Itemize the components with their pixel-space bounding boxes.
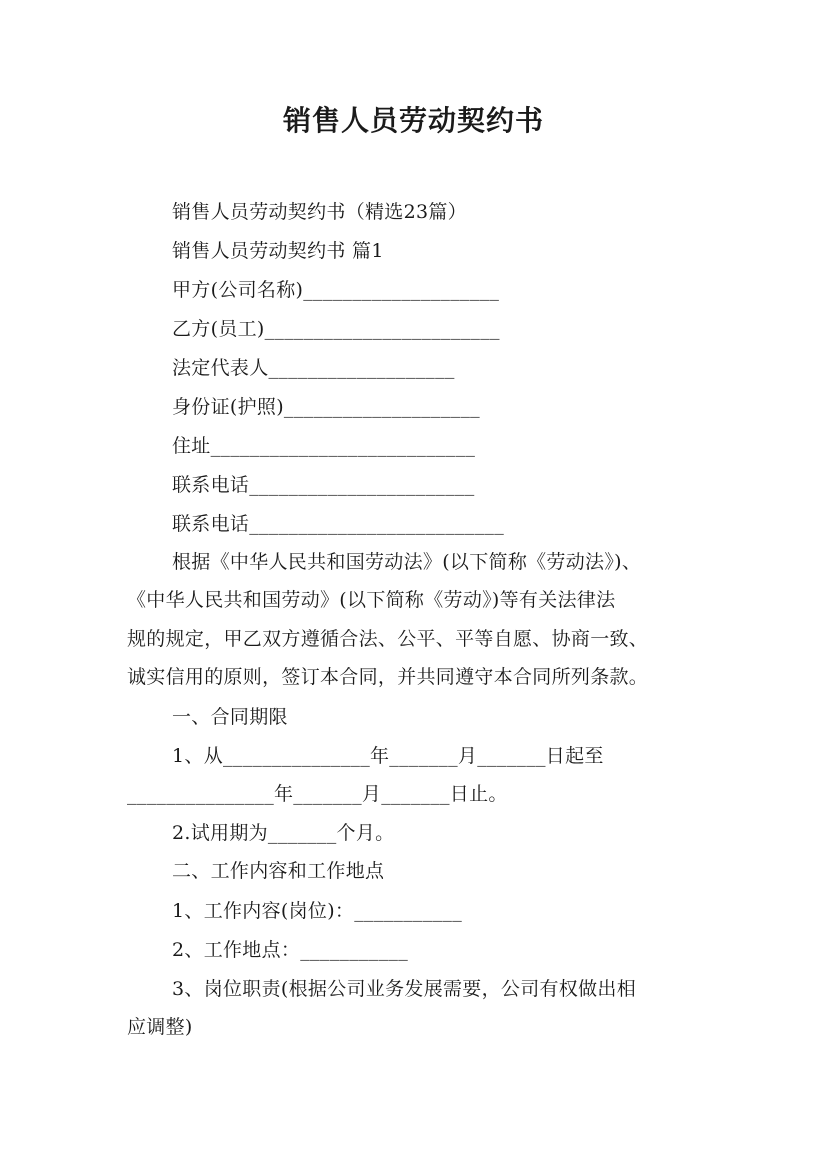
term-end-line: _______________年_______月_______日止。 <box>127 783 508 805</box>
job-position-line: 1、工作内容(岗位)：___________ <box>172 900 463 922</box>
phone-field-1: 联系电话_______________________ <box>172 474 475 496</box>
address-field: 住址___________________________ <box>172 435 476 457</box>
party-b-field: 乙方(员工)________________________ <box>172 318 500 340</box>
subtitle-line: 销售人员劳动契约书（精选23篇） <box>172 201 467 223</box>
preamble-line-1: 根据《中华人民共和国劳动法》(以下简称《劳动法》)、 <box>172 551 642 573</box>
work-location-line: 2、工作地点：___________ <box>172 939 408 961</box>
contract-term-heading: 一、合同期限 <box>172 706 288 728</box>
section-heading-line: 销售人员劳动契约书 篇1 <box>172 240 384 262</box>
phone-field-2: 联系电话__________________________ <box>172 513 504 535</box>
document-title: 销售人员劳动契约书 <box>282 104 544 137</box>
party-a-field: 甲方(公司名称)____________________ <box>172 279 500 301</box>
id-passport-field: 身份证(护照)____________________ <box>172 396 480 418</box>
term-start-line: 1、从_______________年_______月_______日起至 <box>172 745 604 767</box>
job-duties-line-1: 3、岗位职责(根据公司业务发展需要，公司有权做出相 <box>172 978 637 1000</box>
legal-representative-field: 法定代表人___________________ <box>172 357 455 379</box>
probation-line: 2.试用期为_______个月。 <box>172 822 395 844</box>
work-content-heading: 二、工作内容和工作地点 <box>172 860 385 882</box>
job-duties-line-2: 应调整) <box>127 1016 193 1038</box>
preamble-line-3: 规的规定，甲乙双方遵循合法、公平、平等自愿、协商一致、 <box>127 628 649 650</box>
preamble-line-4: 诚实信用的原则，签订本合同，并共同遵守本合同所列条款。 <box>127 666 649 688</box>
preamble-line-2: 《中华人民共和国劳动》(以下简称《劳动》)等有关法律法 <box>127 589 616 611</box>
